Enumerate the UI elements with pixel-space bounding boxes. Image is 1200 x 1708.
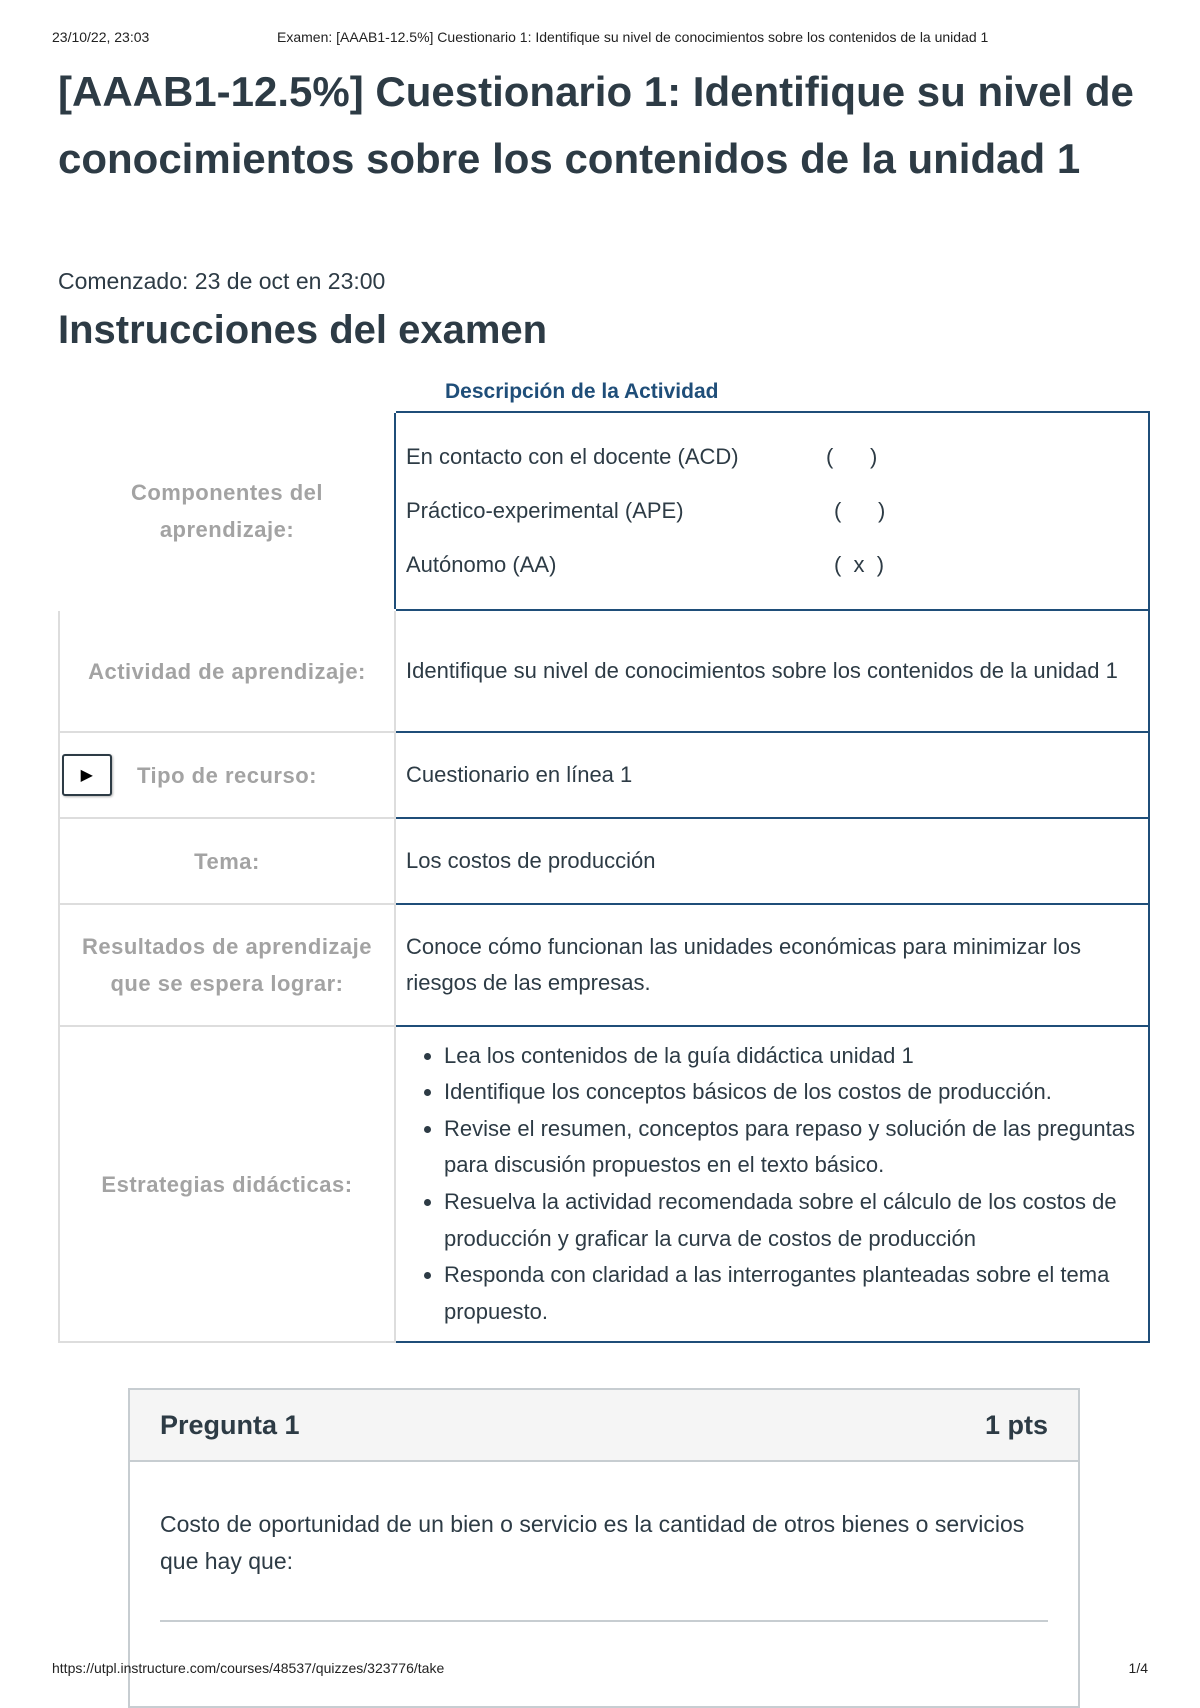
started-timestamp: Comenzado: 23 de oct en 23:00: [58, 268, 386, 294]
table-caption: Descripción de la Actividad: [445, 380, 719, 403]
resource-label-cell: [59, 732, 395, 818]
question-points: 1 pts: [984, 1409, 1048, 1440]
component-name: Autónomo (AA): [406, 552, 557, 577]
question-title: Pregunta 1: [160, 1409, 300, 1440]
strategies-list: [406, 1032, 1138, 1337]
strategies-value: [395, 1026, 1149, 1342]
print-url: https://utpl.instructure.com/courses/48537/quizzes/323776/take: [52, 1660, 445, 1676]
results-value: Conoce cómo funcionan las unidades económicas para minimizar los riesgos de las empresas.: [395, 904, 1149, 1026]
resource-value: Cuestionario en línea 1: [395, 732, 1149, 818]
component-row: [406, 484, 1138, 538]
component-name: En contacto con el docente (ACD): [406, 444, 739, 469]
resource-label: Tipo de recurso:: [137, 762, 317, 788]
topic-value: Los costos de producción: [395, 818, 1149, 904]
list-item: • Revise el resumen, conceptos para repaso y solución de las preguntas para discusión propuestos en el texto básico.: [444, 1111, 1138, 1184]
print-header: [52, 29, 1148, 45]
activity-description-table: [58, 411, 1150, 1343]
list-item: • Lea los contenidos de la guía didáctica unidad 1: [444, 1038, 1138, 1075]
components-value: [395, 412, 1149, 610]
question-divider: [160, 1620, 1048, 1622]
resource-label-inner: [64, 757, 390, 794]
list-item: • Identifique los conceptos básicos de los costos de producción.: [444, 1074, 1138, 1111]
activity-value: Identifique su nivel de conocimientos sobre los contenidos de la unidad 1: [395, 610, 1149, 732]
expand-toggle-button[interactable]: [62, 754, 112, 796]
component-row: [406, 538, 1138, 592]
instructions-heading: Instrucciones del examen: [58, 308, 548, 352]
component-mark: ( ): [834, 498, 886, 523]
list-item: • Responda con claridad a las interrogantes planteadas sobre el tema propuesto.: [444, 1257, 1138, 1330]
component-name: Práctico-experimental (APE): [406, 498, 684, 523]
list-item: • Resuelva la actividad recomendada sobre el cálculo de los costos de producción y graficar la curva de costos de producción: [444, 1184, 1138, 1257]
question-text: Costo de oportunidad de un bien o servicio es la cantidad de otros bienes o servicios que hay que:: [160, 1511, 1025, 1574]
question-header: [130, 1390, 1078, 1462]
component-row: [406, 430, 1138, 484]
print-page-number: 1/4: [1128, 1660, 1148, 1676]
activity-label: Actividad de aprendizaje:: [59, 610, 395, 732]
print-footer: [52, 1660, 1148, 1676]
play-triangle-icon: ▶: [80, 766, 94, 784]
component-mark: ( ): [826, 444, 878, 469]
component-mark: ( x ): [834, 552, 885, 577]
page-title: [AAAB1-12.5%] Cuestionario 1: Identifique su nivel de conocimientos sobre los contenidos de la unidad 1: [58, 68, 1134, 182]
print-date: 23/10/22, 23:03: [52, 29, 150, 45]
components-label: Componentes del aprendizaje:: [130, 480, 324, 542]
topic-label: Tema:: [59, 818, 395, 904]
print-page-title: Examen: [AAAB1-12.5%] Cuestionario 1: Identifique su nivel de conocimientos sobre los contenidos de la unidad 1: [277, 29, 989, 45]
results-label: Resultados de aprendizaje que se espera lograr:: [59, 904, 395, 1026]
strategies-label: Estrategias didácticas:: [59, 1026, 395, 1342]
